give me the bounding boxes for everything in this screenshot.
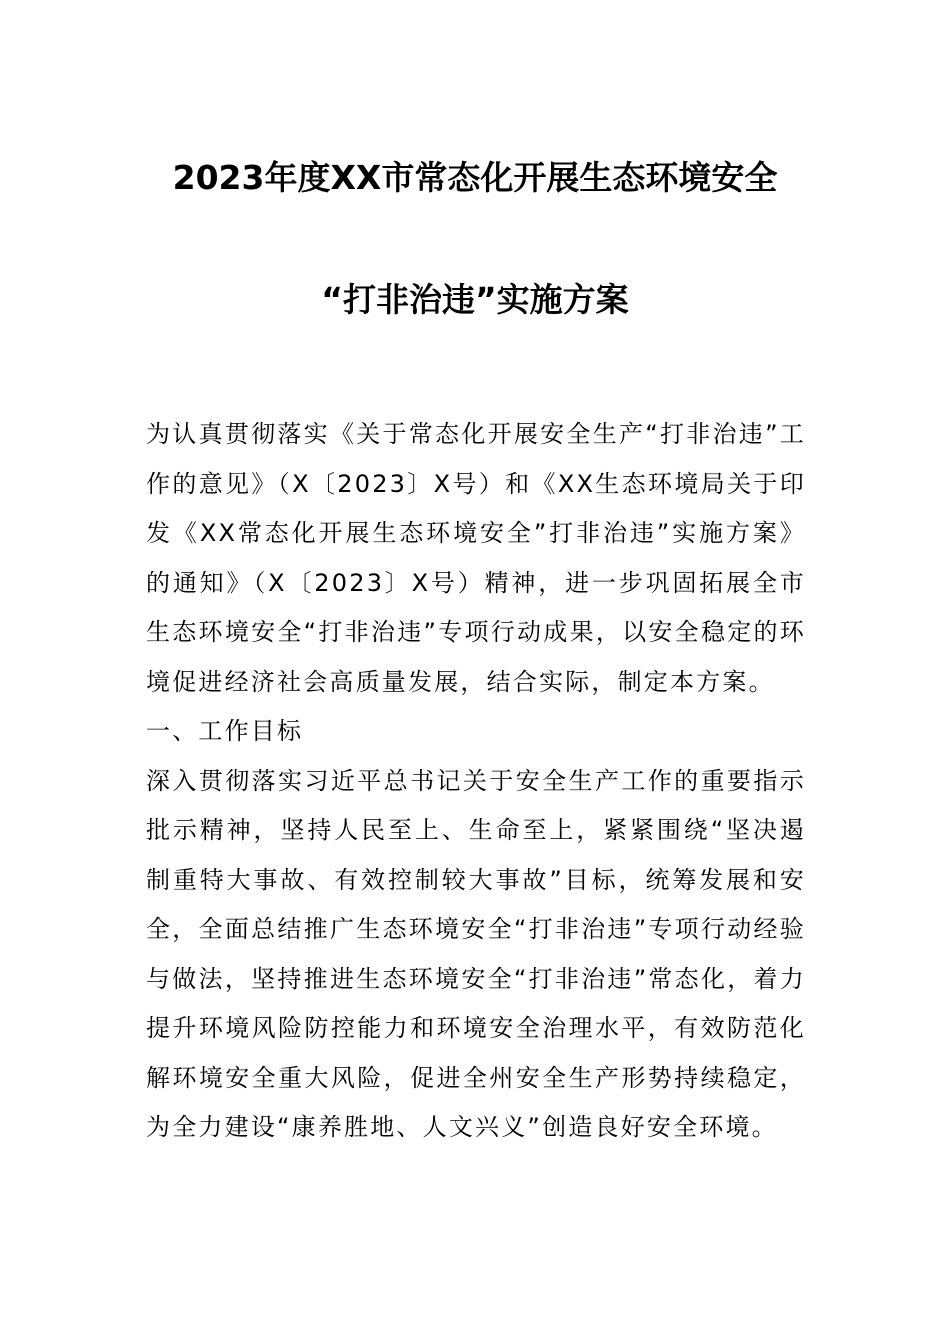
document-title-line-2: “打非治违”实施方案 (321, 280, 629, 319)
intro-paragraph: 为认真贯彻落实《关于常态化开展安全生产“打非治违”工作的意见》（X〔2023〕X号）和《XX生态环境局关于印发《XX常态化开展生态环境安全”打非治违”实施方案》的通知》（X〔2023〕X号）精神，进一步巩固拓展全市生态环境安全“打非治违”专项行动成果，以安全稳定的环境促进经济社会高质量发展，结合实际，制定本方案。 (146, 420, 806, 696)
section-heading-work-goals: 一、工作目标 (146, 717, 304, 745)
document-body (146, 410, 806, 1153)
document-title-line-1: 2023年度XX市常态化开展生态环境安全 (172, 158, 778, 197)
section-paragraph-work-goals: 深入贯彻落实习近平总书记关于安全生产工作的重要指示批示精神，坚持人民至上、生命至上，紧紧围绕“坚决遏制重特大事故、有效控制较大事故”目标，统筹发展和安全，全面总结推广生态环境安全“打非治违”专项行动经验与做法，坚持推进生态环境安全“打非治违”常态化，着力提升环境风险防控能力和环境安全治理水平，有效防范化解环境安全重大风险，促进全州安全生产形势持续稳定，为全力建设“康养胜地、人文兴义”创造良好安全环境。 (146, 766, 806, 1141)
